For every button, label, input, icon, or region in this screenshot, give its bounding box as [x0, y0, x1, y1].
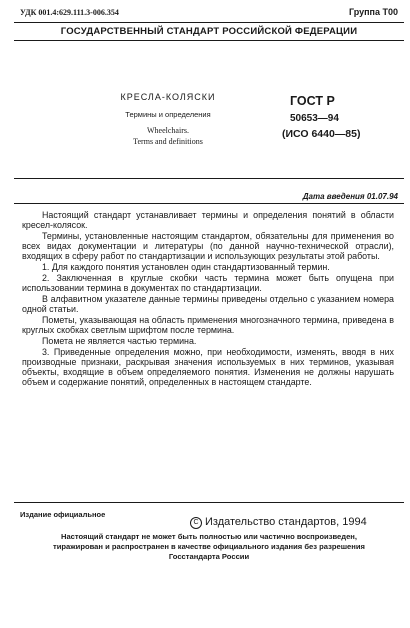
header-top-rule: [14, 22, 404, 23]
document-title-en: Wheelchairs.: [147, 126, 189, 135]
edition-label: Издание официальное: [20, 510, 106, 519]
effective-date: Дата введения 01.07.94: [302, 192, 398, 201]
document-subtitle-en: Terms and definitions: [133, 137, 203, 146]
gost-label: ГОСТ Р: [290, 94, 335, 108]
document-subtitle-ru: Термины и определения: [125, 110, 211, 119]
paragraph: Пометы, указывающая на область применения многозначного термина, приведена в круглых скобках светлым шрифтом после термина.: [22, 315, 394, 335]
paragraph: Термины, установленные настоящим стандартом, обязательны для применения во всех видах документации и литературы (по данной научно-технической отрасли), входящих в сферу работ по стандартизации и использующих результаты этой работы.: [22, 231, 394, 261]
paragraph: 1. Для каждого понятия установлен один стандартизованный термин.: [42, 262, 330, 272]
notice-line: тиражирован и распространен в качестве официального издания без разрешения: [53, 542, 365, 551]
paragraph: 3. Приведенные определения можно, при необходимости, изменять, вводя в них производные признаки, раскрывая значения используемых в них терминов, указывая объекты, входящие в объем определяемого понятия. Изменения не должны нарушать объем и содержание понятий, определенных в настоящем стандарте.: [22, 347, 394, 387]
date-rule: [14, 203, 404, 204]
paragraph: 2. Заключенная в круглые скобки часть термина может быть опущена при использовании термина в документах по стандартизации.: [22, 273, 394, 293]
document-title-ru: КРЕСЛА-КОЛЯСКИ: [120, 92, 216, 102]
notice-line: Настоящий стандарт не может быть полностью или частично воспроизведен,: [60, 532, 358, 541]
title-block-rule: [14, 178, 404, 179]
reproduction-notice: [20, 532, 398, 562]
copyright: [190, 516, 367, 529]
paragraph: Настоящий стандарт устанавливает термины и определения понятий в области кресел-колясок.: [22, 210, 394, 230]
paragraph: Помета не является частью термина.: [42, 336, 197, 346]
paragraph: В алфавитном указателе данные термины приведены отдельно с указанием номера одной статьи.: [22, 294, 394, 314]
header-bottom-rule: [14, 40, 404, 41]
copyright-icon: С: [190, 517, 202, 529]
notice-line: Госстандарта России: [168, 552, 250, 561]
group-code: Группа Т00: [348, 7, 398, 17]
standard-title: ГОСУДАРСТВЕННЫЙ СТАНДАРТ РОССИЙСКОЙ ФЕДЕРАЦИИ: [60, 26, 358, 37]
gost-number: 50653—94: [290, 113, 339, 124]
iso-number: (ИСО 6440—85): [282, 128, 361, 140]
copyright-text: Издательство стандартов, 1994: [205, 516, 367, 528]
body-text: [22, 210, 394, 388]
udk-code: УДК 001.4:629.111.3-006.354: [20, 8, 119, 17]
footer-rule: [14, 502, 404, 503]
